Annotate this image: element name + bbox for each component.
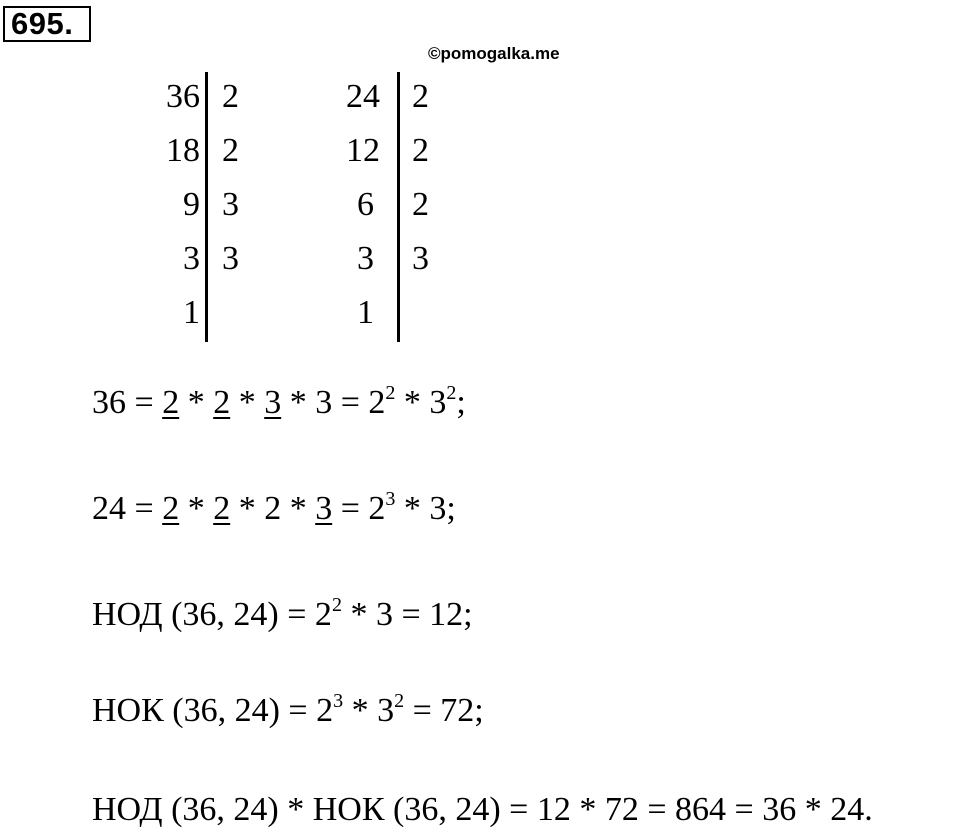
equation-gcd [92, 595, 473, 635]
equation-lcm [92, 691, 484, 731]
exponent: 2 [385, 382, 396, 404]
problem-number: 695. [3, 6, 91, 42]
table-cell-number: 18 [166, 132, 200, 169]
eq-text: = 2 [332, 490, 386, 527]
equation-product-check [92, 790, 873, 830]
table-cell-divisor: 2 [412, 186, 429, 223]
underlined-factor: 2 [162, 490, 180, 527]
table-cell-divisor: 2 [222, 78, 239, 115]
table-cell-number: 3 [183, 240, 200, 277]
exponent: 3 [333, 690, 344, 712]
eq-text: * 3; [395, 490, 456, 527]
eq-text: 24 = [92, 490, 163, 527]
eq-text: НОК (36, 24) = 2 [92, 692, 334, 729]
eq-text: * [179, 490, 214, 527]
table-cell-divisor: 2 [412, 78, 429, 115]
exponent: 3 [385, 488, 396, 510]
underlined-factor: 2 [162, 384, 180, 421]
underlined-factor: 2 [213, 490, 231, 527]
eq-text: НОД (36, 24) * НОК (36, 24) = 12 * 72 = 864 = 36 * 24. [92, 791, 873, 828]
equation-36-factorization [92, 383, 466, 423]
underlined-factor: 2 [213, 384, 231, 421]
exponent: 2 [394, 690, 405, 712]
table-cell-number: 1 [357, 294, 374, 331]
table-cell-number: 6 [357, 186, 374, 223]
eq-text: * 3 [343, 692, 395, 729]
watermark: ©pomogalka.me [428, 44, 560, 63]
table-cell-number: 1 [183, 294, 200, 331]
table-cell-number: 3 [357, 240, 374, 277]
underlined-factor: 3 [315, 490, 333, 527]
exponent: 2 [446, 382, 457, 404]
eq-text: * 3 = 2 [281, 384, 386, 421]
eq-text: * 3 [395, 384, 447, 421]
eq-text: * 2 * [230, 490, 316, 527]
table-cell-number: 9 [183, 186, 200, 223]
eq-text: НОД (36, 24) = 2 [92, 596, 332, 633]
eq-text: = 72; [404, 692, 484, 729]
eq-text: ; [456, 384, 466, 421]
vertical-divider [397, 72, 400, 342]
eq-text: 36 = [92, 384, 163, 421]
eq-text: * [230, 384, 265, 421]
eq-text: * [179, 384, 214, 421]
equation-24-factorization [92, 489, 456, 529]
table-cell-divisor: 3 [222, 186, 239, 223]
underlined-factor: 3 [264, 384, 282, 421]
table-cell-divisor: 3 [222, 240, 239, 277]
table-cell-divisor: 3 [412, 240, 429, 277]
table-cell-divisor: 2 [222, 132, 239, 169]
vertical-divider [205, 72, 208, 342]
table-cell-number: 24 [346, 78, 380, 115]
table-cell-number: 12 [346, 132, 380, 169]
eq-text: * 3 = 12; [341, 596, 473, 633]
exponent: 2 [331, 594, 342, 616]
table-cell-divisor: 2 [412, 132, 429, 169]
table-cell-number: 36 [166, 78, 200, 115]
